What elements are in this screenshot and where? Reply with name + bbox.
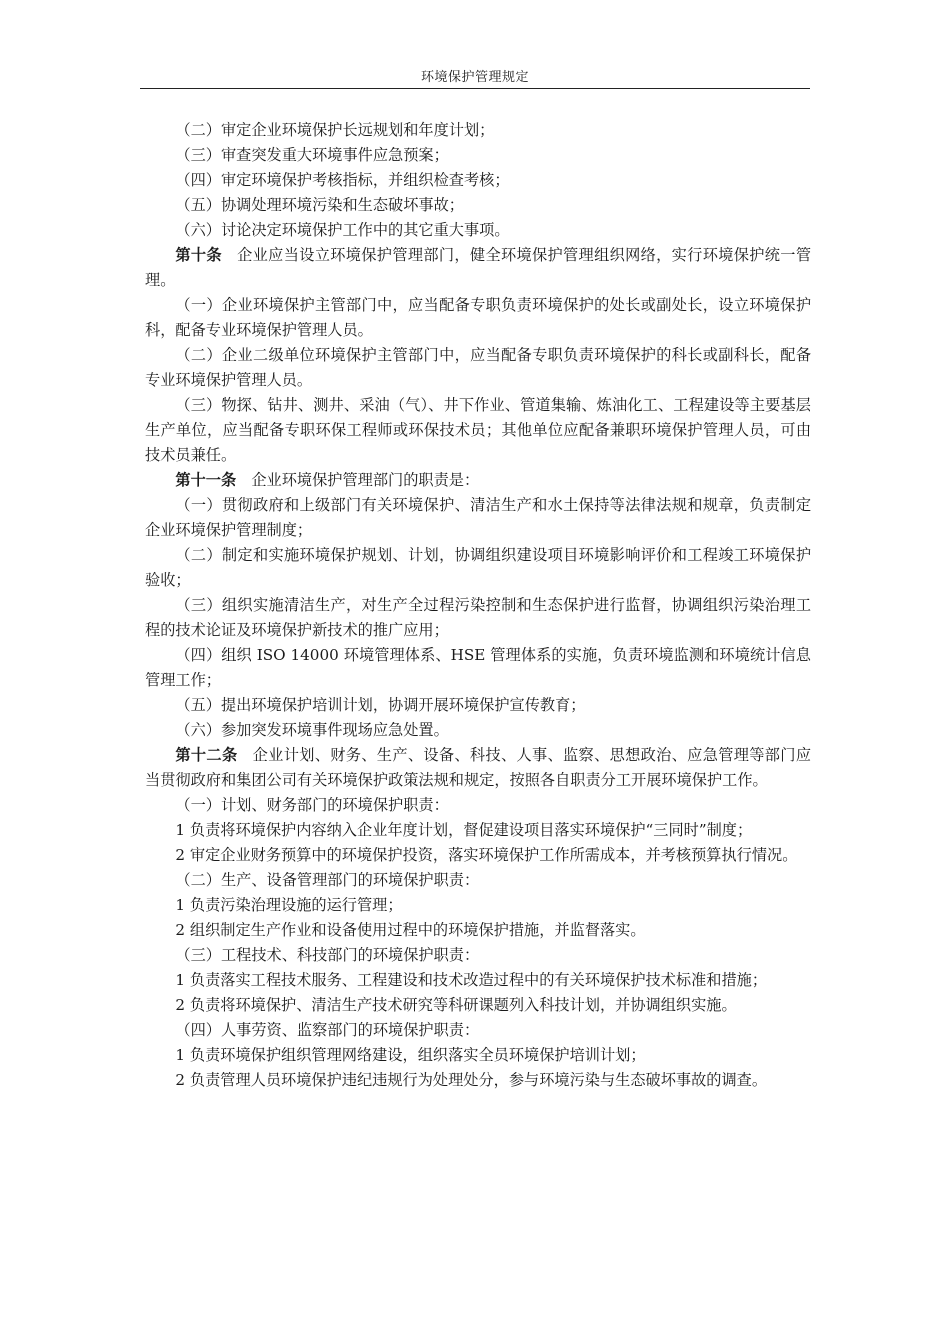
clause-paragraph	[145, 718, 811, 743]
article-paragraph	[145, 743, 811, 793]
paragraph-text: （二）制定和实施环境保护规划、计划，协调组织建设项目环境影响评价和工程竣工环境保护验收；	[145, 546, 811, 589]
document-body	[145, 118, 811, 1093]
paragraph-text: 1 负责环境保护组织管理网络建设，组织落实全员环境保护培训计划；	[175, 1046, 646, 1064]
article-heading: 第十一条	[175, 471, 237, 489]
paragraph-text: 1 负责污染治理设施的运行管理；	[175, 896, 403, 914]
clause-paragraph	[145, 143, 811, 168]
clause-paragraph	[145, 793, 811, 818]
paragraph-text: （六）讨论决定环境保护工作中的其它重大事项。	[175, 221, 510, 239]
clause-paragraph	[145, 543, 811, 593]
paragraph-text: （三）审查突发重大环境事件应急预案；	[175, 146, 449, 164]
clause-paragraph	[145, 218, 811, 243]
paragraph-text: （二）审定企业环境保护长远规划和年度计划；	[175, 121, 495, 139]
paragraph-text: （三）工程技术、科技部门的环境保护职责：	[175, 946, 480, 964]
clause-paragraph	[145, 293, 811, 343]
paragraph-text: （五）提出环境保护培训计划，协调开展环境保护宣传教育；	[175, 696, 586, 714]
clause-paragraph	[145, 1068, 811, 1093]
paragraph-text: （二）企业二级单位环境保护主管部门中，应当配备专职负责环境保护的科长或副科长，配备专业环境保护管理人员。	[145, 346, 811, 389]
paragraph-text: （四）审定环境保护考核指标，并组织检查考核；	[175, 171, 510, 189]
paragraph-text: 企业环境保护管理部门的职责是：	[251, 471, 480, 489]
article-heading: 第十二条	[175, 746, 238, 764]
document-title: 环境保护管理规定	[420, 70, 529, 85]
article-paragraph	[145, 243, 811, 293]
paragraph-text: （三）组织实施清洁生产，对生产全过程污染控制和生态保护进行监督，协调组织污染治理工程的技术论证及环境保护新技术的推广应用；	[145, 596, 811, 639]
clause-paragraph	[145, 818, 811, 843]
page-header	[140, 66, 810, 89]
paragraph-text: 1 负责将环境保护内容纳入企业年度计划，督促建设项目落实环境保护“三同时”制度；	[175, 821, 753, 839]
paragraph-text: 1 负责落实工程技术服务、工程建设和技术改造过程中的有关环境保护技术标准和措施；	[175, 971, 768, 989]
paragraph-text: 企业计划、财务、生产、设备、科技、人事、监察、思想政治、应急管理等部门应当贯彻政府和集团公司有关环境保护政策法规和规定，按照各自职责分工开展环境保护工作。	[145, 746, 812, 789]
paragraph-text: （一）企业环境保护主管部门中，应当配备专职负责环境保护的处长或副处长，设立环境保护科，配备专业环境保护管理人员。	[145, 296, 811, 339]
paragraph-text: 2 组织制定生产作业和设备使用过程中的环境保护措施，并监督落实。	[175, 921, 646, 939]
clause-paragraph	[145, 118, 811, 143]
clause-paragraph	[145, 968, 811, 993]
clause-paragraph	[145, 168, 811, 193]
clause-paragraph	[145, 493, 811, 543]
clause-paragraph	[145, 868, 811, 893]
clause-paragraph	[145, 693, 811, 718]
paragraph-text: （二）生产、设备管理部门的环境保护职责：	[175, 871, 480, 889]
paragraph-text: （一）计划、财务部门的环境保护职责：	[175, 796, 449, 814]
paragraph-text: （四）人事劳资、监察部门的环境保护职责：	[175, 1021, 480, 1039]
clause-paragraph	[145, 893, 811, 918]
clause-paragraph	[145, 343, 811, 393]
clause-paragraph	[145, 1018, 811, 1043]
clause-paragraph	[145, 193, 811, 218]
clause-paragraph	[145, 1043, 811, 1068]
clause-paragraph	[145, 393, 811, 468]
article-paragraph	[145, 468, 811, 493]
paragraph-text: （三）物探、钻井、测井、采油（气）、井下作业、管道集输、炼油化工、工程建设等主要基层生产单位，应当配备专职环保工程师或环保技术员；其他单位应配备兼职环境保护管理人员，可由技术员兼任。	[145, 396, 811, 464]
clause-paragraph	[145, 593, 811, 643]
paragraph-text: （四）组织 ISO 14000 环境管理体系、HSE 管理体系的实施，负责环境监测和环境统计信息管理工作；	[145, 646, 811, 689]
clause-paragraph	[145, 993, 811, 1018]
paragraph-text: 2 负责将环境保护、清洁生产技术研究等科研课题列入科技计划，并协调组织实施。	[175, 996, 737, 1014]
paragraph-text: （一）贯彻政府和上级部门有关环境保护、清洁生产和水土保持等法律法规和规章，负责制定企业环境保护管理制度；	[145, 496, 811, 539]
article-heading: 第十条	[175, 246, 222, 264]
paragraph-text: 2 负责管理人员环境保护违纪违规行为处理处分，参与环境污染与生态破坏事故的调查。	[175, 1071, 768, 1089]
paragraph-text: 2 审定企业财务预算中的环境保护投资，落实环境保护工作所需成本，并考核预算执行情况。	[175, 846, 798, 864]
paragraph-text: 企业应当设立环境保护管理部门，健全环境保护管理组织网络，实行环境保护统一管理。	[145, 246, 812, 289]
clause-paragraph	[145, 918, 811, 943]
clause-paragraph	[145, 643, 811, 693]
clause-paragraph	[145, 843, 811, 868]
clause-paragraph	[145, 943, 811, 968]
paragraph-text: （五）协调处理环境污染和生态破坏事故；	[175, 196, 464, 214]
paragraph-text: （六）参加突发环境事件现场应急处置。	[175, 721, 449, 739]
